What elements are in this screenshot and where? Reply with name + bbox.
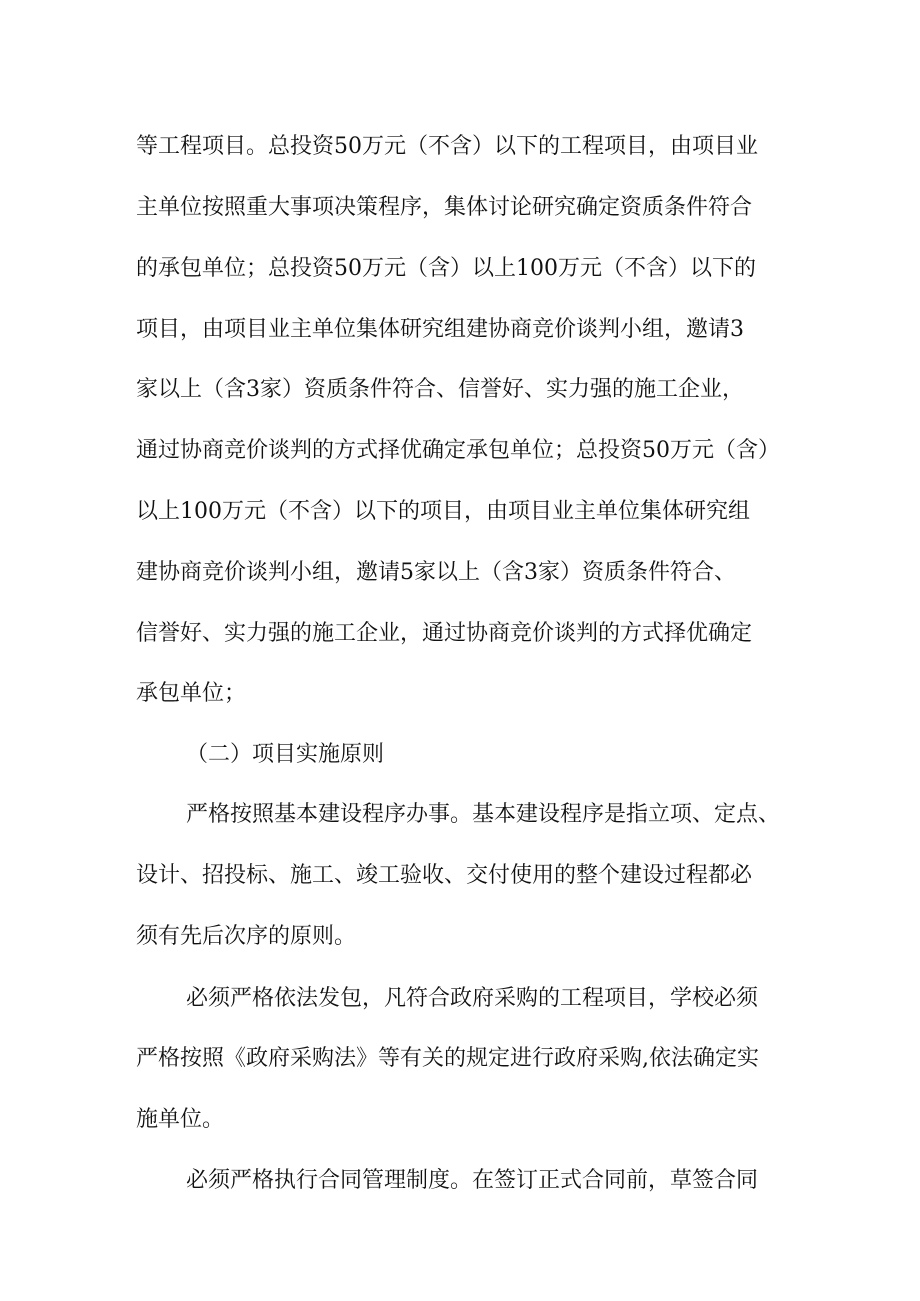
paragraph-line: 必须严格执行合同管理制度。在签订正式合同前，草签合同: [186, 1168, 759, 1193]
paragraph-line: 项目，由项目业主单位集体研究组建协商竞价谈判小组，邀请3: [136, 317, 744, 342]
paragraph-line: 等工程项目。总投资50万元（不含）以下的工程项目，由项目业: [136, 134, 758, 159]
paragraph-line: 的承包单位；总投资50万元（含）以上100万元（不含）以下的: [136, 256, 756, 281]
paragraph-line: 以上100万元（不含）以下的项目，由项目业主单位集体研究组: [136, 499, 750, 524]
paragraph-line: 须有先后次序的原则。: [136, 924, 357, 949]
section-heading: （二）项目实施原则: [186, 742, 385, 767]
paragraph-line: 通过协商竞价谈判的方式择优确定承包单位；总投资50万元（含）: [136, 438, 780, 463]
paragraph-line: 信誉好、实力强的施工企业，通过协商竞价谈判的方式择优确定: [136, 621, 753, 646]
paragraph-line: 主单位按照重大事项决策程序，集体讨论研究确定资质条件符合: [136, 195, 753, 220]
paragraph-line: 严格按照《政府采购法》等有关的规定进行政府采购,依法确定实: [136, 1046, 759, 1071]
paragraph-line: 建协商竞价谈判小组，邀请5家以上（含3家）资质条件符合、: [136, 560, 736, 585]
paragraph-line: 设计、招投标、施工、竣工验收、交付使用的整个建设过程都必: [136, 863, 753, 888]
paragraph-line: 家以上（含3家）资质条件符合、信誉好、实力强的施工企业，: [136, 377, 744, 402]
paragraph-line: 严格按照基本建设程序办事。基本建设程序是指立项、定点、: [186, 802, 781, 827]
paragraph-line: 施单位。: [136, 1107, 225, 1132]
paragraph-line: 承包单位；: [136, 681, 247, 706]
paragraph-line: 必须严格依法发包，凡符合政府采购的工程项目，学校必须: [186, 986, 759, 1011]
